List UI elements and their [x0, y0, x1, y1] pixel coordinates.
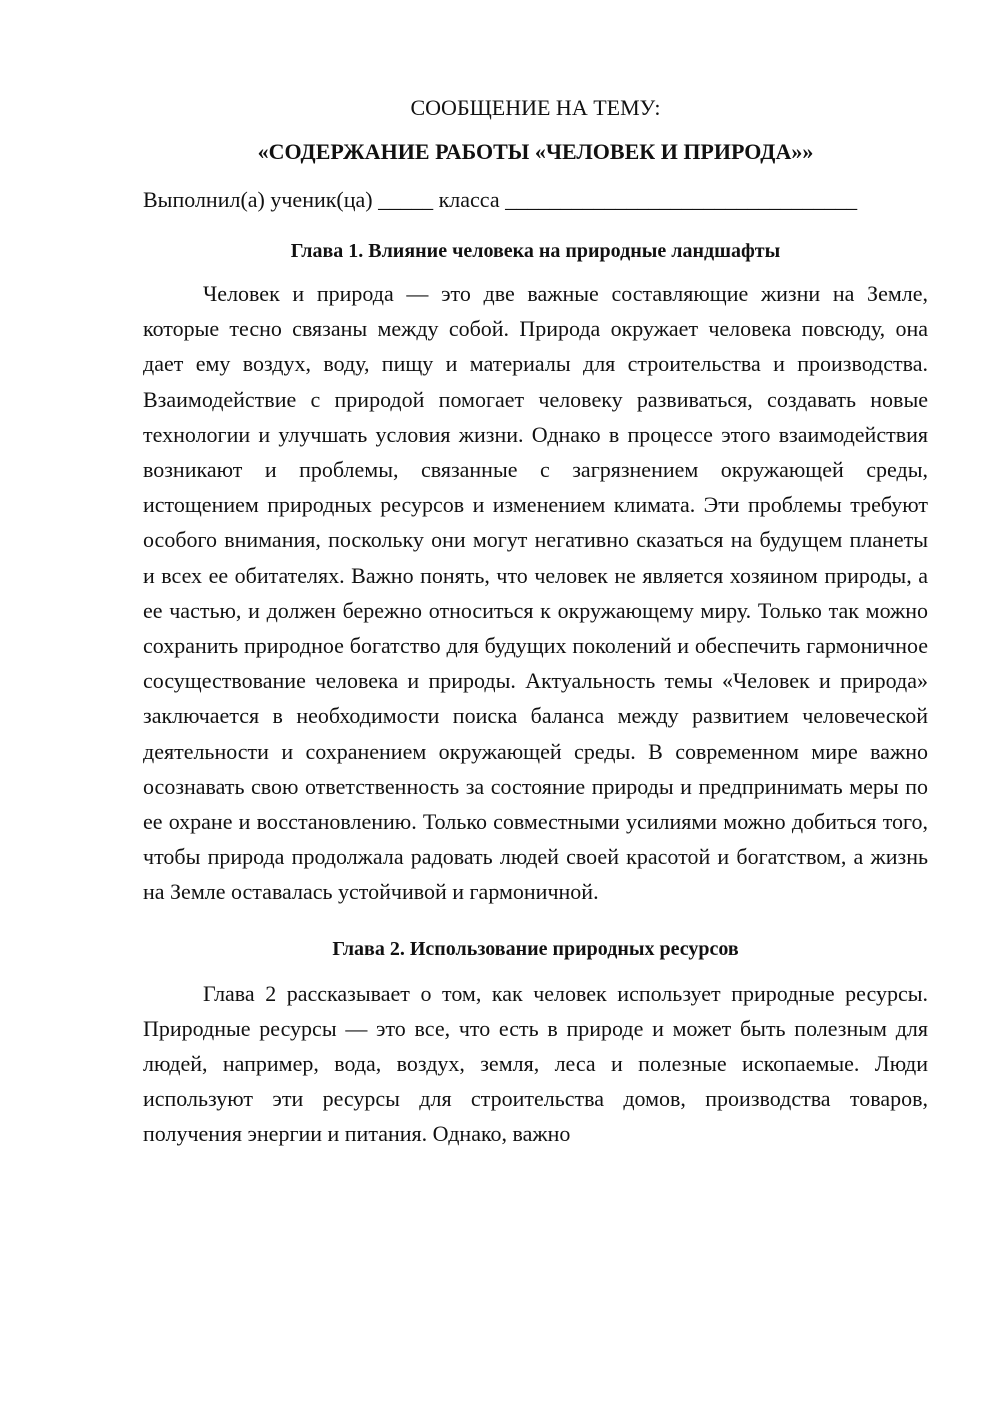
document-title: СООБЩЕНИЕ НА ТЕМУ: — [410, 95, 661, 120]
document-subtitle: «СОДЕРЖАНИЕ РАБОТЫ «ЧЕЛОВЕК И ПРИРОДА»» — [257, 139, 814, 164]
chapter-1-heading: Глава 1. Влияние человека на природные ландшафты — [290, 240, 781, 262]
author-line: Выполнил(а) ученик(ца) _____ класса ________________________________ — [143, 187, 858, 212]
document-page — [143, 90, 928, 1152]
chapter-1-paragraph: Человек и природа — это две важные составляющие жизни на Земле, которые тесно связаны между собой. Природа окружает человека повсюду, она дает ему воздух, воду, пищу и материалы для строительства и производства. Взаимодействие с природой помогает человеку развиваться, создавать новые технологии и улучшать условия жизни. Однако в процессе этого взаимодействия возникают и проблемы, связанные с загрязнением окружающей среды, истощением природных ресурсов и изменением климата. Эти проблемы требуют особого внимания, поскольку они могут негативно сказаться на будущем планеты и всех ее обитателях. Важно понять, что человек не является хозяином природы, а ее частью, и должен бережно относиться к окружающему миру. Только так можно сохранить природное богатство для будущих поколений и обеспечить гармоничное сосуществование человека и природы. Актуальность темы «Человек и природа» заключается в необходимости поиска баланса между развитием человеческой деятельности и сохранением окружающей среды. В современном мире важно осознавать свою ответственность за состояние природы и предпринимать меры по ее охране и восстановлению. Только совместными усилиями можно добиться того, чтобы природа продолжала радовать людей своей красотой и богатством, а жизнь на Земле оставалась устойчивой и гармоничной. — [143, 281, 928, 905]
chapter-2-heading: Глава 2. Использование природных ресурсов — [332, 937, 739, 960]
chapter-2-paragraph: Глава 2 рассказывает о том, как человек использует природные ресурсы. Природные ресурсы — это все, что есть в природе и может быть полезным для людей, например, вода, воздух, земля, леса и полезные ископаемые. Люди используют эти ресурсы для строительства домов, производства товаров, получения энергии и питания. Однако, важно — [143, 980, 928, 1147]
